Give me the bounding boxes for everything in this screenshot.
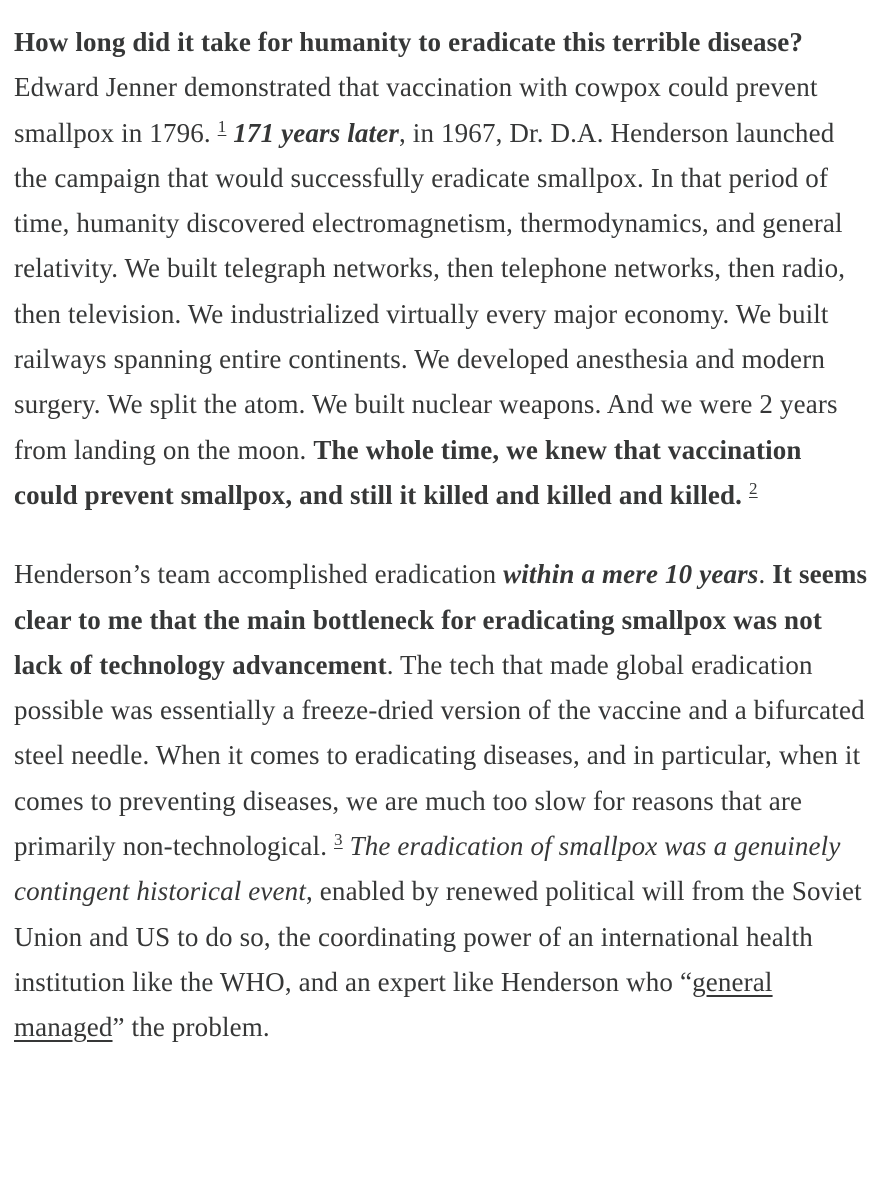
inline-link[interactable]: general managed <box>14 966 773 1043</box>
paragraph <box>14 20 872 518</box>
bold-italic-text: 171 years later <box>233 117 399 148</box>
body-text: ” the problem. <box>112 1012 270 1043</box>
body-text: , enabled by renewed political will from the Soviet Union and US to do so, the coordinating power of an international health institution like the WHO, and an expert like Henderson who “ <box>14 876 862 997</box>
body-text: . <box>758 559 773 590</box>
footnote-link-2[interactable]: 2 <box>748 478 758 498</box>
body-text: , in 1967, Dr. D.A. Henderson launched the campaign that would successfully eradicate smallpox. In that period of time, humanity discovered electromagnetism, thermodynamics, and general relativity. We built telegraph networks, then telephone networks, then radio, then television. We industrialized virtually every major economy. We built railways spanning entire continents. We developed anesthesia and modern surgery. We split the atom. We built nuclear weapons. And we were 2 years from landing on the moon. <box>14 117 846 465</box>
bold-italic-text: within a mere 10 years <box>503 559 759 590</box>
bold-text: How long did it take for humanity to eradicate this terrible disease? <box>14 27 804 57</box>
body-text <box>742 480 749 510</box>
footnote-link-3[interactable]: 3 <box>334 830 343 850</box>
bold-text: The whole time, we knew that vaccination could prevent smallpox, and still it killed and killed and killed. <box>14 434 802 510</box>
italic-text: The eradication of smallpox was a genuinely contingent historical event <box>14 831 841 907</box>
body-text <box>343 831 350 861</box>
footnote-link-1[interactable]: 1 <box>217 116 227 136</box>
body-text: Edward Jenner demonstrated that vaccination with cowpox could prevent smallpox in 1796. <box>14 72 818 148</box>
paragraph <box>14 552 872 1050</box>
bold-text: It seems clear to me that the main bottleneck for eradicating smallpox was not lack of technology advancement <box>14 559 868 680</box>
body-text: Henderson’s team accomplished eradication <box>14 559 504 590</box>
body-text: . The tech that made global eradication possible was essentially a freeze-dried version of the vaccine and a bifurcated steel needle. When it comes to eradicating diseases, and in particular, when it comes to preventing diseases, we are much too slow for reasons that are primarily non-technological. <box>14 649 865 862</box>
